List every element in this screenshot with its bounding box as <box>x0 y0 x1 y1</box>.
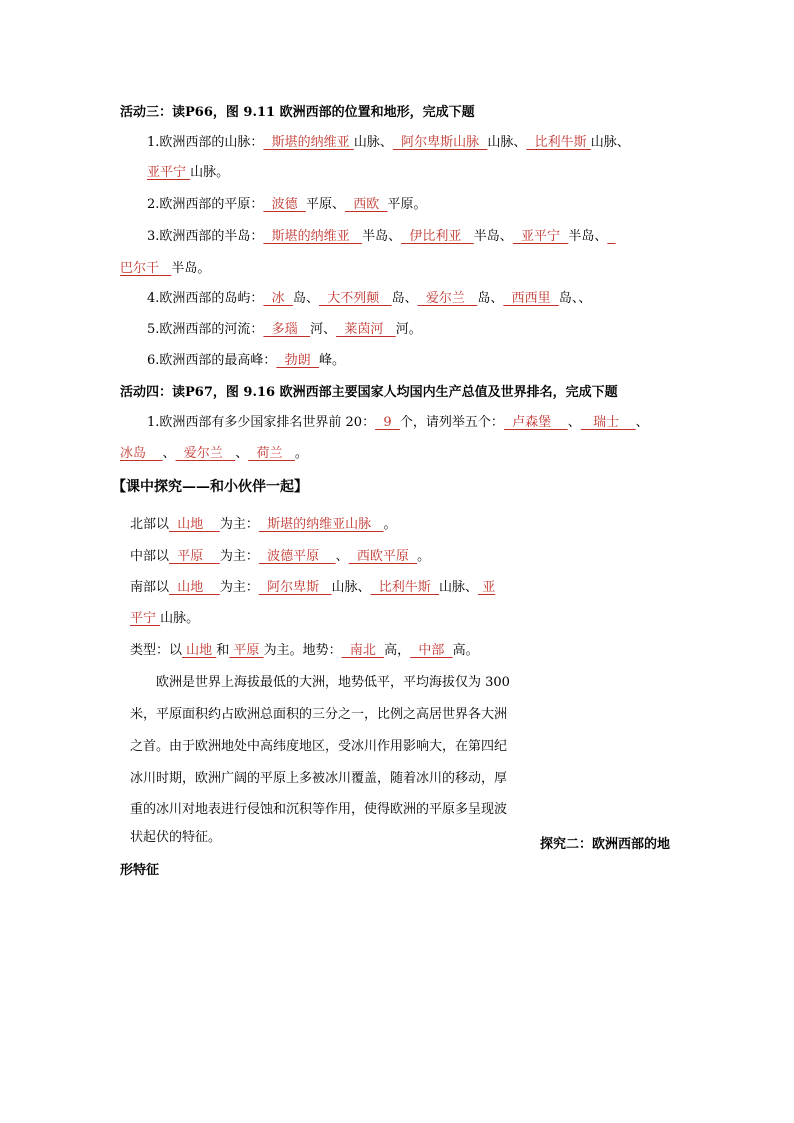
answer-blank: 山地 <box>182 643 217 658</box>
paragraph-line: 米，平原面积约占欧洲总面积的三分之一，比例之高居世界各大洲 <box>130 707 508 722</box>
answer-blank: 斯堪的纳维亚山脉 <box>258 517 384 532</box>
answer-blank: 冰岛 <box>120 446 163 461</box>
answer-blank: 9 <box>375 415 400 430</box>
paragraph-line: 重的冰川对地表进行侵蚀和沉积等作用，使得欧洲的平原多呈现波 <box>130 802 508 817</box>
answer-blank: 波德 <box>263 197 306 212</box>
inquiry-heading: 【课中探究——和小伙伴一起】 <box>112 479 308 495</box>
answer-blank: 亚平宁 <box>147 165 191 180</box>
paragraph-line: 欧洲是世界上海拔最低的大洲，地势低平，平均海拔仅为 300 <box>156 675 510 690</box>
answer-blank: 亚平宁 <box>512 229 569 244</box>
activity3-q4: 4.欧洲西部的岛屿： 冰 岛、 大不列颠 岛、 爱尔兰 岛、 西西里 岛、、 <box>147 291 592 306</box>
inquiry-type: 类型：以 山地 和 平原 为主。地势： 南北 高， 中部 高。 <box>130 643 479 658</box>
answer-blank: 伊比利亚 <box>401 229 474 244</box>
answer-blank: 多瑙 <box>263 322 311 337</box>
answer-blank: 西欧 <box>344 197 388 212</box>
activity3-q6: 6.欧洲西部的最高峰： 勃朗 峰。 <box>147 353 345 368</box>
inquiry-middle: 中部以 平原 为主： 波德平原 、 西欧平原 。 <box>130 549 431 564</box>
answer-blank: 爱尔兰 <box>417 291 478 306</box>
answer-blank: 平原 <box>169 549 220 564</box>
answer-blank: 南北 <box>341 643 385 658</box>
answer-blank: 勃朗 <box>276 353 319 368</box>
activity3-heading: 活动三：读P66，图 9.11 欧洲西部的位置和地形，完成下题 <box>120 105 475 120</box>
answer-blank: 阿尔卑斯 <box>258 580 332 595</box>
answer-blank <box>607 229 615 244</box>
answer-blank: 爱尔兰 <box>175 446 236 461</box>
paragraph-line: 之首。由于欧洲地处中高纬度地区，受冰川作用影响大，在第四纪 <box>130 739 508 754</box>
answer-blank: 波德平原 <box>258 549 336 564</box>
activity3-q2: 2.欧洲西部的平原： 波德 平原、 西欧 平原。 <box>147 197 427 212</box>
activity3-q3-cont: 巴尔干 半岛。 <box>120 261 211 276</box>
activity3-q1-cont: 亚平宁 山脉。 <box>147 165 230 180</box>
answer-blank: 莱茵河 <box>336 322 396 337</box>
answer-blank: 斯堪的纳维亚 <box>263 135 354 150</box>
activity3-q3: 3.欧洲西部的半岛： 斯堪的纳维亚 半岛、 伊比利亚 半岛、 亚平宁 半岛、 <box>147 228 616 246</box>
answer-blank: 西欧平原 <box>348 549 418 564</box>
answer-blank: 瑞士 <box>580 415 636 430</box>
activity4-q1: 1.欧洲西部有多少国家排名世界前 20： 9 个，请列举五个： 卢森堡 、 瑞士 、 <box>147 415 649 430</box>
answer-blank: 比利牛斯 <box>526 135 591 150</box>
answer-blank: 西西里 <box>503 291 559 306</box>
side-label-cont: 形特征 <box>120 863 160 878</box>
activity4-heading: 活动四：读P67，图 9.16 欧洲西部主要国家人均国内生产总值及世界排名，完成下题 <box>120 385 618 400</box>
activity3-q5: 5.欧洲西部的河流： 多瑙 河、 莱茵河 河。 <box>147 322 422 337</box>
answer-blank: 巴尔干 <box>120 261 172 276</box>
answer-blank: 卢森堡 <box>503 415 568 430</box>
answer-blank: 大不列颠 <box>318 291 392 306</box>
activity4-q1-cont: 冰岛 、 爱尔兰 、 荷兰 。 <box>120 446 308 461</box>
side-label: 探究二：欧洲西部的地 <box>540 837 671 852</box>
paragraph-line: 冰川时期，欧洲广阔的平原上多被冰川覆盖，随着冰川的移动，厚 <box>130 771 508 786</box>
answer-blank: 阿尔卑斯山脉 <box>392 135 488 150</box>
answer-blank: 中部 <box>410 643 453 658</box>
answer-blank: 山地 <box>169 517 220 532</box>
inquiry-south: 南部以 山地 为主： 阿尔卑斯 山脉、 比利牛斯 山脉、 亚 <box>130 580 496 595</box>
activity3-q1: 1.欧洲西部的山脉： 斯堪的纳维亚 山脉、 阿尔卑斯山脉 山脉、 比利牛斯 山脉、 <box>147 135 630 150</box>
answer-blank: 山地 <box>169 580 220 595</box>
answer-blank: 冰 <box>263 291 293 306</box>
answer-blank: 平原 <box>229 643 264 658</box>
answer-blank: 斯堪的纳维亚 <box>263 229 363 244</box>
answer-blank: 亚 <box>478 580 496 595</box>
answer-blank: 荷兰 <box>248 446 295 461</box>
answer-blank: 比利牛斯 <box>370 580 440 595</box>
inquiry-north: 北部以 山地 为主： 斯堪的纳维亚山脉 。 <box>130 517 397 532</box>
answer-blank: 平宁 <box>130 611 161 626</box>
paragraph-line: 状起伏的特征。 <box>130 830 222 845</box>
inquiry-south-cont: 平宁 山脉。 <box>130 611 200 626</box>
